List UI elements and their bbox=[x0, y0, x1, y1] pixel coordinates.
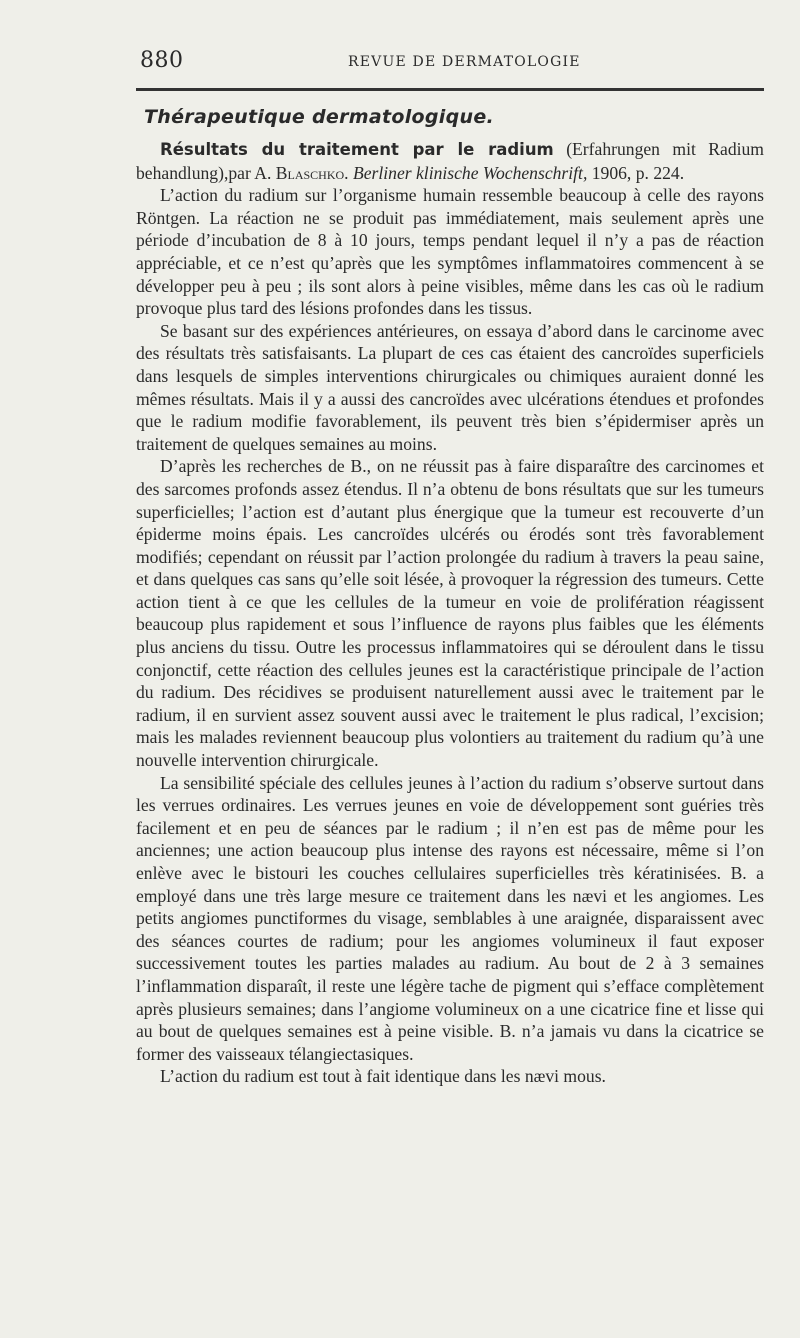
article-citation bbox=[136, 138, 764, 184]
header-rule bbox=[136, 88, 764, 91]
article-title: Résultats du traitement par le radium bbox=[160, 140, 554, 159]
running-head: REVUE DE DERMATOLOGIE bbox=[348, 54, 581, 70]
paragraph-4: La sensibilité spéciale des cellules jeunes à l’action du radium s’observe surtout dans les verrues ordinaires. Les verrues jeunes en voie de développement sont guéries très facilement et en peu de séances par le radium ; il n’en est pas de même pour les anciennes; une action beaucoup plus intense des rayons est nécessaire, même si l’on enlève avec le bistouri les couches cellulaires superficielles très kératinisées. B. a employé dans une très large mesure ce traitement dans les nævi et les angiomes. Les petits angiomes punctiformes du visage, semblables à une araignée, disparaissent avec des séances courtes de radium; pour les angiomes volumineux il faut exposer successivement toutes les parties malades au radium. Au bout de 2 à 3 semaines l’inflammation disparaît, il reste une légère tache de pigment qui s’efface complètement après plusieurs semaines; dans l’angiome volumineux on a une cicatrice fine et lisse qui au bout de quelques semaines est à peine visible. B. n’a jamais vu dans la cicatrice se former des vaisseaux télangiectasiques. bbox=[136, 772, 764, 1064]
paragraph-3: D’après les recherches de B., on ne réussit pas à faire disparaître des carcinomes et des sarcomes profonds assez étendus. Il n’a obtenu de bons résultats que sur les tumeurs superficielles; l’action est d’autant plus énergique que la tumeur est recouverte d’un épiderme moins épais. Les cancroïdes ulcérés ou érodés sont très favorablement modifiés; cependant on réussit par l’action prolongée du radium à travers la peau saine, et dans quelques cas sans qu’elle soit lésée, à provoquer la régression des tumeurs. Cette action tient à ce que les cellules de la tumeur en voie de prolifération réagissent beaucoup plus rapidement et sous l’influence de rayons plus faibles que les éléments plus anciens du tissu. Outre les processus inflammatoires qui se déroulent dans le tissu conjonctif, cette réaction des cellules jeunes est la caractéristique principale de l’action du radium. Des récidives se produisent naturellement aussi avec le traitement par le radium, il en survient assez souvent aussi avec le traitement le plus radical, l’excision; mais les malades reviennent beaucoup plus volontiers au traitement du radium qu’à une nouvelle intervention chirurgicale. bbox=[136, 456, 764, 771]
article-author: Blaschko. bbox=[275, 162, 349, 183]
article-body bbox=[136, 138, 764, 1088]
paragraph-5: L’action du radium est tout à fait identique dans les nævi mous. bbox=[160, 1066, 606, 1087]
article-journal: Berliner klinische Wochenschrift, bbox=[352, 162, 588, 183]
article-original-title: (Erfahrungen mit Radium behandlung),par A. bbox=[136, 139, 764, 183]
paragraph-1: L’action du radium sur l’organisme humain ressemble beaucoup à celle des rayons Röntgen. La réaction ne se produit pas immédiatement, mais seulement après une période d’incubation de 8 à 10 jours, temps pendant lequel il n’y a pas de réaction appréciable, et ce n’est qu’après que les symptômes inflammatoires commencent à se développer peu à peu ; ils sont alors à peine visibles, même dans les cas où le radium provoque plus tard des lésions profondes dans les tissus. bbox=[136, 185, 764, 319]
paragraph-2: Se basant sur des expériences antérieures, on essaya d’abord dans le carcinome avec des résultats très satisfaisants. La plupart de ces cas étaient des cancroïdes superficiels dans lesquels de simples interventions chirurgicales ou chimiques auraient donné les mêmes résultats. Mais il y a aussi des cancroïdes avec ulcérations étendues et profondes que le radium modifie favorablement, ils peuvent très bien s’épidermiser après un traitement de quelques semaines au moins. bbox=[136, 320, 764, 454]
section-title: Thérapeutique dermatologique. bbox=[144, 106, 495, 128]
article-citation-tail: 1906, p. 224. bbox=[587, 162, 685, 183]
page-number: 880 bbox=[140, 48, 184, 73]
